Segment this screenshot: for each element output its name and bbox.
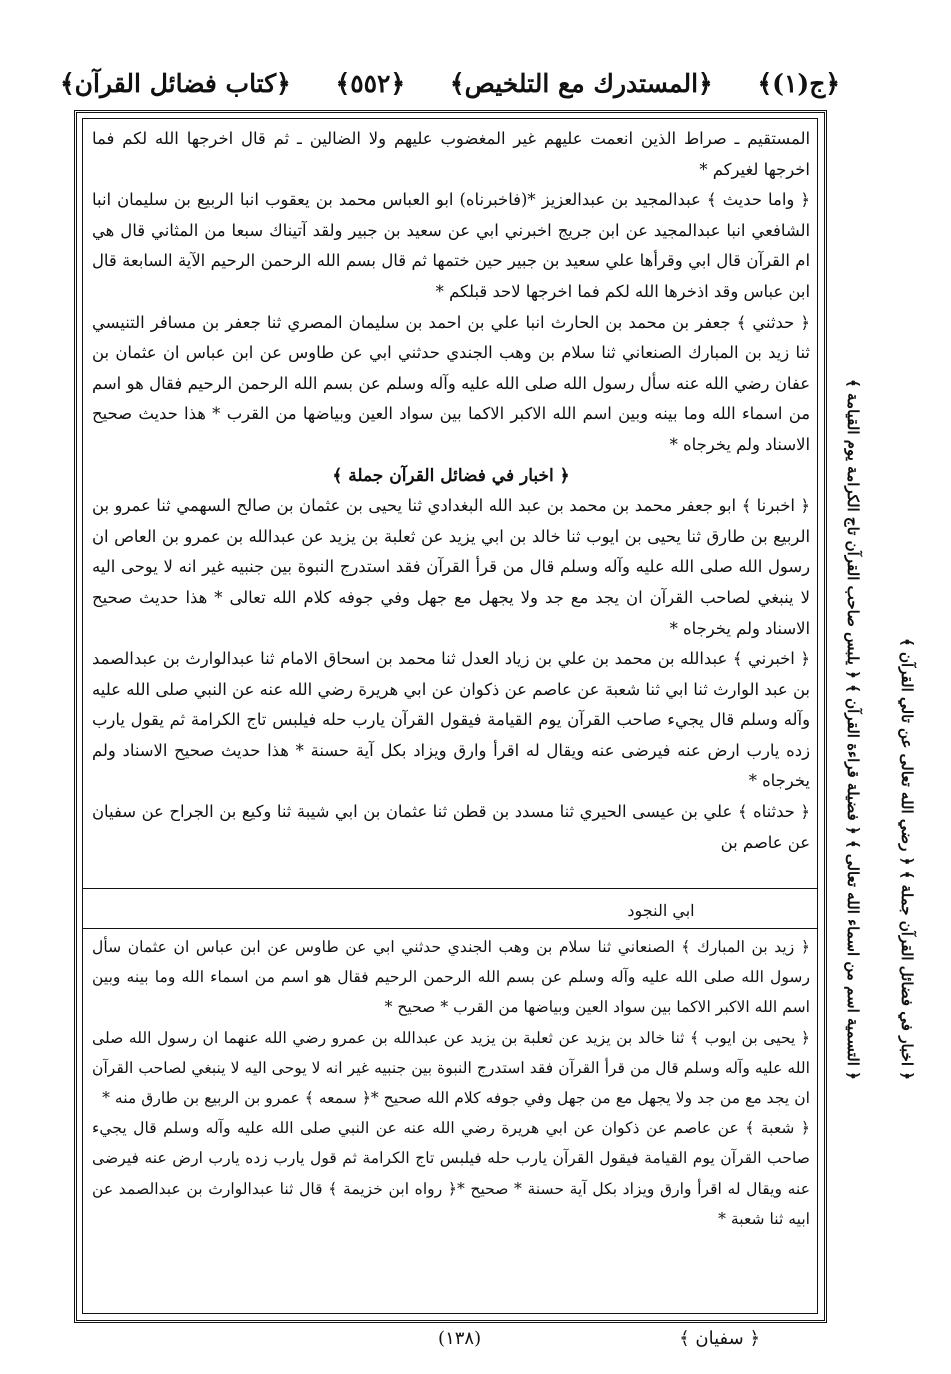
- main-text: [92, 124, 810, 858]
- page-number: ﴿٥٥٢﴾: [335, 68, 406, 98]
- text-paragraph: ﴿ واما حديث ﴾ عبدالمجيد بن عبدالعزيز *(فاخبرناه) ابو العباس محمد بن يعقوب انبا الربيع بن سليمان انبا الشافعي انبا عبدالمجيد عن ابن جريج اخبرني ابي عن سعيد بن جبير ولقد آتيناك سبعا من المثاني قال هي ام القرآن قال ابي وقرأها علي سعيد بن جبير حين ختمها ثم قال بسم الله الرحمن الرحيم الآية السابعة قال ابن عباس وقد اذخرها الله لكم فما اخرجها لاحد قبلكم *: [92, 190, 810, 301]
- volume-label: ﴿ج(١)﴾: [757, 68, 840, 98]
- book-title: ﴿المستدرك مع التلخيص﴾: [449, 68, 713, 98]
- text-paragraph: ﴿ حدثني ﴾ جعفر بن محمد بن الحارث انبا علي بن احمد بن سليمان المصري ثنا جعفر بن مسافر التنيسي ثنا زيد بن المبارك الصنعاني ثنا سلام بن وهب الجندي حدثني ابي عن طاوس عن ابن عباس ان عثمان بن عفان رضي الله عنه سأل رسول الله صلى الله عليه وآله وسلم عن بسم الله الرحمن الرحيم فقال هو اسم من اسماء الله وما بينه وبين اسم الله الاكبر الاكما بين سواد العين وبياضها من القرب * هذا حديث صحيح الاسناد ولم يخرجاه *: [92, 312, 810, 454]
- section-heading: ﴿ اخبار في فضائل القرآن جملة ﴾: [332, 465, 570, 486]
- margin-note-inner: ﴿ التسمية اسم من اسماء الله تعالى ﴾ ﴿ فضيلة قراءة القرآن ﴾ ﴿ يلبس صاحب القرآن تاج الكرامة يوم القيامة ﴾: [844, 379, 862, 1080]
- talkhis-text: [92, 932, 810, 1234]
- text-paragraph: ﴿ شعبة ﴾ عن عاصم عن ذكوان عن ابي هريرة رضي الله عنه عن النبي صلى الله عليه وآله وسلم قال يجيء صاحب القرآن يوم القيامة فيقول القرآن يارب حله فيلبس تاج الكرامة ثم قول يارب زده يارب ارض عنه فيرضى عنه ويقال له اقرأ وارق ويزاد بكل آية حسنة * صحيح *﴿ رواه ابن خزيمة ﴾ قال ثنا عبدالوارث بن عبدالصمد عن ابيه ثنا شعبة *: [92, 1119, 810, 1228]
- catchword: ﴿ سفيان ﴾: [679, 1327, 760, 1349]
- divider-rule: [82, 928, 818, 929]
- folio-number: (١٣٨): [438, 1327, 482, 1349]
- text-paragraph: ﴿ حدثناه ﴾ علي بن عيسى الحيري ثنا مسدد بن قطن ثنا عثمان بن ابي شيبة ثنا وكيع بن الجراح عن سفيان عن عاصم بن: [92, 802, 810, 852]
- continuation-text: ابي النجود: [627, 901, 695, 920]
- text-paragraph: ﴿ يحيى بن ايوب ﴾ ثنا خالد بن يزيد عن ثعلبة بن يزيد عن عبدالله بن عمرو رضي الله عنهما ان رسول الله صلى الله عليه وآله وسلم قال من قرأ القرآن فقد استدرج النبوة بين جنبيه غير انه لا يوحى اليه لا ينبغي لصاحب القرآن ان يجد مع من جد ولا يجهل مع من جهل وفي جوفه كلام الله صحيح *﴿ سمعه ﴾ عمرو بن الربيع بن طارق منه *: [92, 1028, 810, 1108]
- margin-note-outer: ﴿ اخبار في فضائل القرآن جملة ﴾ ﴿ رضي الله تعالى عن تالي القرآن ﴾: [898, 638, 916, 1080]
- text-paragraph: المستقيم ـ صراط الذين انعمت عليهم غير المغضوب عليهم ولا الضالين ـ ثم قال اخرجها الله لكم فما اخرجها لغيركم *: [92, 129, 810, 179]
- chapter-title: ﴿كتاب فضائل القرآن﴾: [60, 68, 291, 98]
- text-paragraph: ﴿ اخبرني ﴾ عبدالله بن محمد بن علي بن زياد العدل ثنا محمد بن اسحاق الامام ثنا عبدالوارث بن عبدالصمد بن عبد الوارث ثنا ابي ثنا شعبة عن عاصم عن ذكوان عن ابي هريرة رضي الله عنه عن النبي صلى الله عليه وآله وسلم قال يجيء صاحب القرآن يوم القيامة فيقول القرآن يارب حله فيلبس تاج الكرامة ثم يقول يارب زده يارب ارض عنه فيرضى عنه ويقال له اقرأ وارق ويزاد بكل آية حسنة * هذا حديث صحيح الاسناد ولم يخرجاه *: [92, 649, 810, 791]
- divider-rule: [82, 888, 818, 889]
- page-header: [60, 58, 840, 108]
- text-paragraph: ﴿ زيد بن المبارك ﴾ الصنعاني ثنا سلام بن وهب الجندي حدثني ابي عن طاوس عن ابن عباس ان عثمان سأل رسول الله صلى الله عليه وآله وسلم عن بسم الله الرحمن الرحيم فقال هو اسم من اسماء الله وما بينه وبين اسم الله الاكبر الاكما بين سواد العين وبياضها من القرب * صحيح *: [92, 938, 810, 1017]
- text-paragraph: ﴿ اخبرنا ﴾ ابو جعفر محمد بن محمد بن عبد الله البغدادي ثنا يحيى بن عثمان بن صالح السهمي ثنا عمرو بن الربيع بن طارق ثنا يحيى بن ايوب ثنا خالد بن ابي يزيد عن ثعلبة بن يزيد عن عبدالله بن عمرو بن العاص ان رسول الله صلى الله عليه وآله وسلم قال من قرأ القرآن فقد استدرج النبوة بين جنبيه غير انه لا يوحى اليه لا ينبغي لصاحب القرآن ان يجد مع جد ولا يجهل مع جهل وفي جوفه كلام الله تعالى * هذا حديث صحيح الاسناد ولم يخرجاه *: [92, 496, 810, 638]
- page-footer: [120, 1318, 760, 1358]
